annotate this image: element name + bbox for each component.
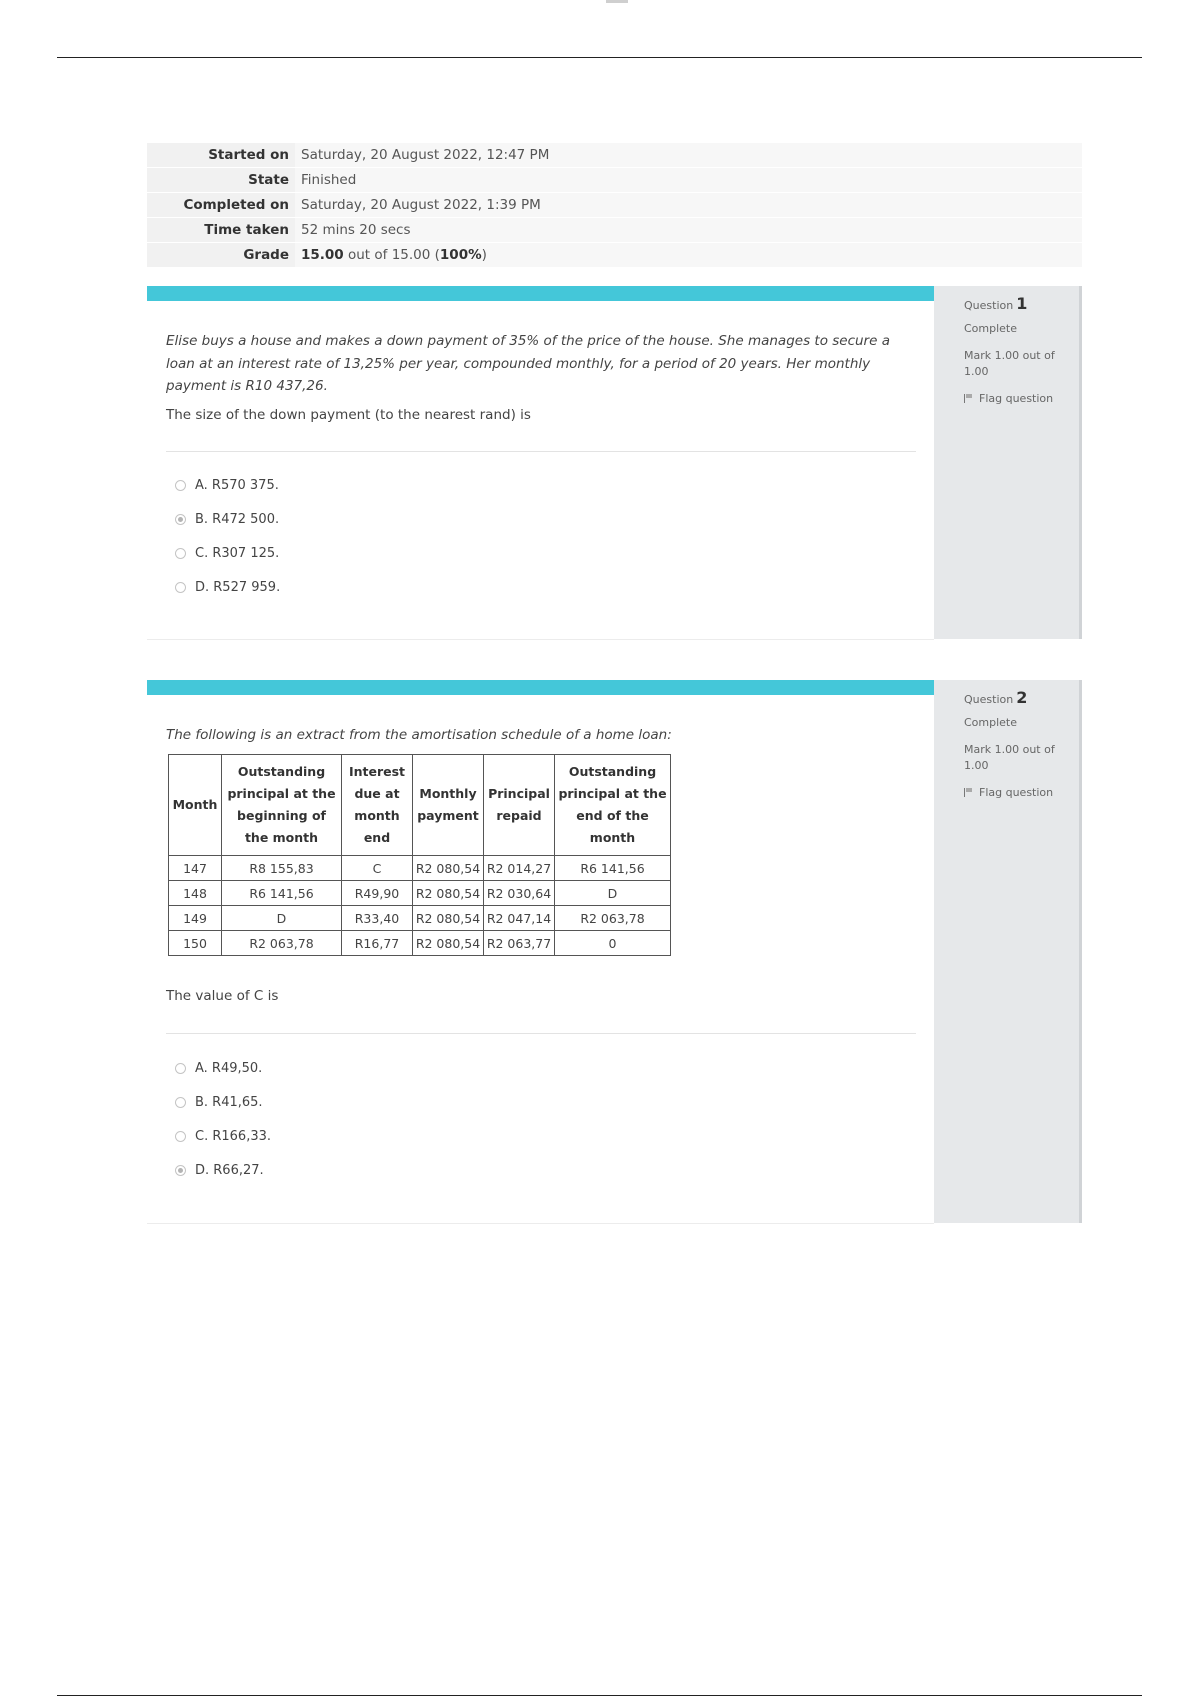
answer-option-b[interactable] [175,1095,263,1111]
question-1 [147,286,1082,639]
option-label: B. R41,65. [195,1095,263,1110]
table-cell: R2 014,27 [484,856,555,881]
flag-question-link[interactable] [964,392,1053,405]
amortisation-table [168,754,671,956]
table-cell: D [222,906,342,931]
table-cell: R16,77 [342,931,413,956]
column-header: Interest due at month end [342,755,413,856]
question-number [964,688,1027,707]
column-header: Monthly payment [413,755,484,856]
answer-option-d[interactable] [175,580,280,596]
question-number [964,294,1027,313]
table-cell: R6 141,56 [222,881,342,906]
table-cell: 149 [169,906,222,931]
page-top-mark [606,0,628,3]
question-header-bar [147,286,934,301]
question-state: Complete [964,322,1018,335]
question-prompt: The value of C is [166,988,279,1004]
grade-label: Grade [147,243,295,268]
flag-label: Flag question [979,392,1054,405]
flag-question-link[interactable] [964,786,1053,799]
flag-icon [964,788,974,797]
table-row [169,906,671,931]
radio-button[interactable] [175,548,186,559]
table-cell: 150 [169,931,222,956]
table-cell: 148 [169,881,222,906]
summary-label: Time taken [147,218,295,243]
table-cell: R49,90 [342,881,413,906]
question-prompt: The size of the down payment (to the nearest rand) is [166,407,531,423]
answer-option-a[interactable] [175,478,279,494]
table-cell: R2 080,54 [413,881,484,906]
table-cell: R2 030,64 [484,881,555,906]
question-text: The following is an extract from the amortisation schedule of a home loan: [166,727,672,743]
option-label: D. R527 959. [195,580,281,595]
summary-label: Completed on [147,193,295,218]
summary-row [147,168,1082,193]
radio-button[interactable] [175,1097,186,1108]
question-label: Question [964,299,1014,312]
flag-label: Flag question [979,786,1054,799]
table-cell: R33,40 [342,906,413,931]
question-text: Elise buys a house and makes a down payment of 35% of the price of the house. She manages to secure a loan at an interest rate of 13,25% per year, compounded monthly, for a period of 20 years. Her monthly payment is R10 437,26. [166,333,890,394]
footer-rule [57,1695,1142,1696]
table-cell: R2 080,54 [413,931,484,956]
column-header: Principal repaid [484,755,555,856]
grade-score: 15.00 [301,247,344,263]
table-cell: R6 141,56 [555,856,671,881]
table-row [169,881,671,906]
answer-option-b[interactable] [175,512,279,528]
answer-option-c[interactable] [175,1129,271,1145]
table-header-row [169,755,671,856]
summary-value: Saturday, 20 August 2022, 1:39 PM [295,193,1082,218]
table-cell: 0 [555,931,671,956]
question-header-bar [147,680,934,695]
radio-button[interactable] [175,582,186,593]
summary-value: 52 mins 20 secs [295,218,1082,243]
option-label: D. R66,27. [195,1163,264,1178]
option-label: A. R49,50. [195,1061,263,1076]
answer-option-c[interactable] [175,546,279,562]
summary-row [147,193,1082,218]
table-cell: 147 [169,856,222,881]
table-cell: D [555,881,671,906]
table-cell: R2 080,54 [413,856,484,881]
question-label: Question [964,693,1014,706]
question-content [147,286,934,640]
table-cell: R2 047,14 [484,906,555,931]
question-state: Complete [964,716,1018,729]
summary-row [147,143,1082,168]
table-cell: R2 080,54 [413,906,484,931]
question-info-panel [934,680,1082,1223]
table-cell: R2 063,77 [484,931,555,956]
grade-out-of: out of 15.00 ( [343,247,440,263]
grade-percent: 100% [439,247,482,263]
radio-button[interactable] [175,480,186,491]
summary-label: Started on [147,143,295,168]
question-mark: Mark 1.00 out of 1.00 [964,349,1055,378]
question-2 [147,680,1082,1223]
radio-button-selected[interactable] [175,514,186,525]
summary-row [147,218,1082,243]
column-header: Outstanding principal at the beginning of the month [222,755,342,856]
table-row [169,856,671,881]
radio-button[interactable] [175,1131,186,1142]
summary-row-grade [147,243,1082,268]
radio-button-selected[interactable] [175,1165,186,1176]
question-info-panel [934,286,1082,639]
grade-value [295,243,1082,268]
table-cell: R2 063,78 [555,906,671,931]
summary-label: State [147,168,295,193]
answer-option-a[interactable] [175,1061,262,1077]
option-label: C. R166,33. [195,1129,271,1144]
question-content [147,680,934,1224]
table-cell: R2 063,78 [222,931,342,956]
option-label: A. R570 375. [195,478,279,493]
question-number-value: 2 [1016,688,1028,707]
table-cell: C [342,856,413,881]
answer-divider [166,1033,916,1034]
grade-close: ) [481,247,487,263]
flag-icon [964,394,974,403]
summary-value: Saturday, 20 August 2022, 12:47 PM [295,143,1082,168]
answer-option-d[interactable] [175,1163,264,1179]
option-label: C. R307 125. [195,546,280,561]
radio-button[interactable] [175,1063,186,1074]
question-mark: Mark 1.00 out of 1.00 [964,743,1055,772]
table-cell: R8 155,83 [222,856,342,881]
summary-value: Finished [295,168,1082,193]
column-header: Month [169,755,222,856]
question-number-value: 1 [1016,294,1028,313]
attempt-summary-table [147,143,1082,268]
answer-divider [166,451,916,452]
column-header: Outstanding principal at the end of the month [555,755,671,856]
option-label: B. R472 500. [195,512,280,527]
table-row [169,931,671,956]
header-rule [57,57,1142,58]
